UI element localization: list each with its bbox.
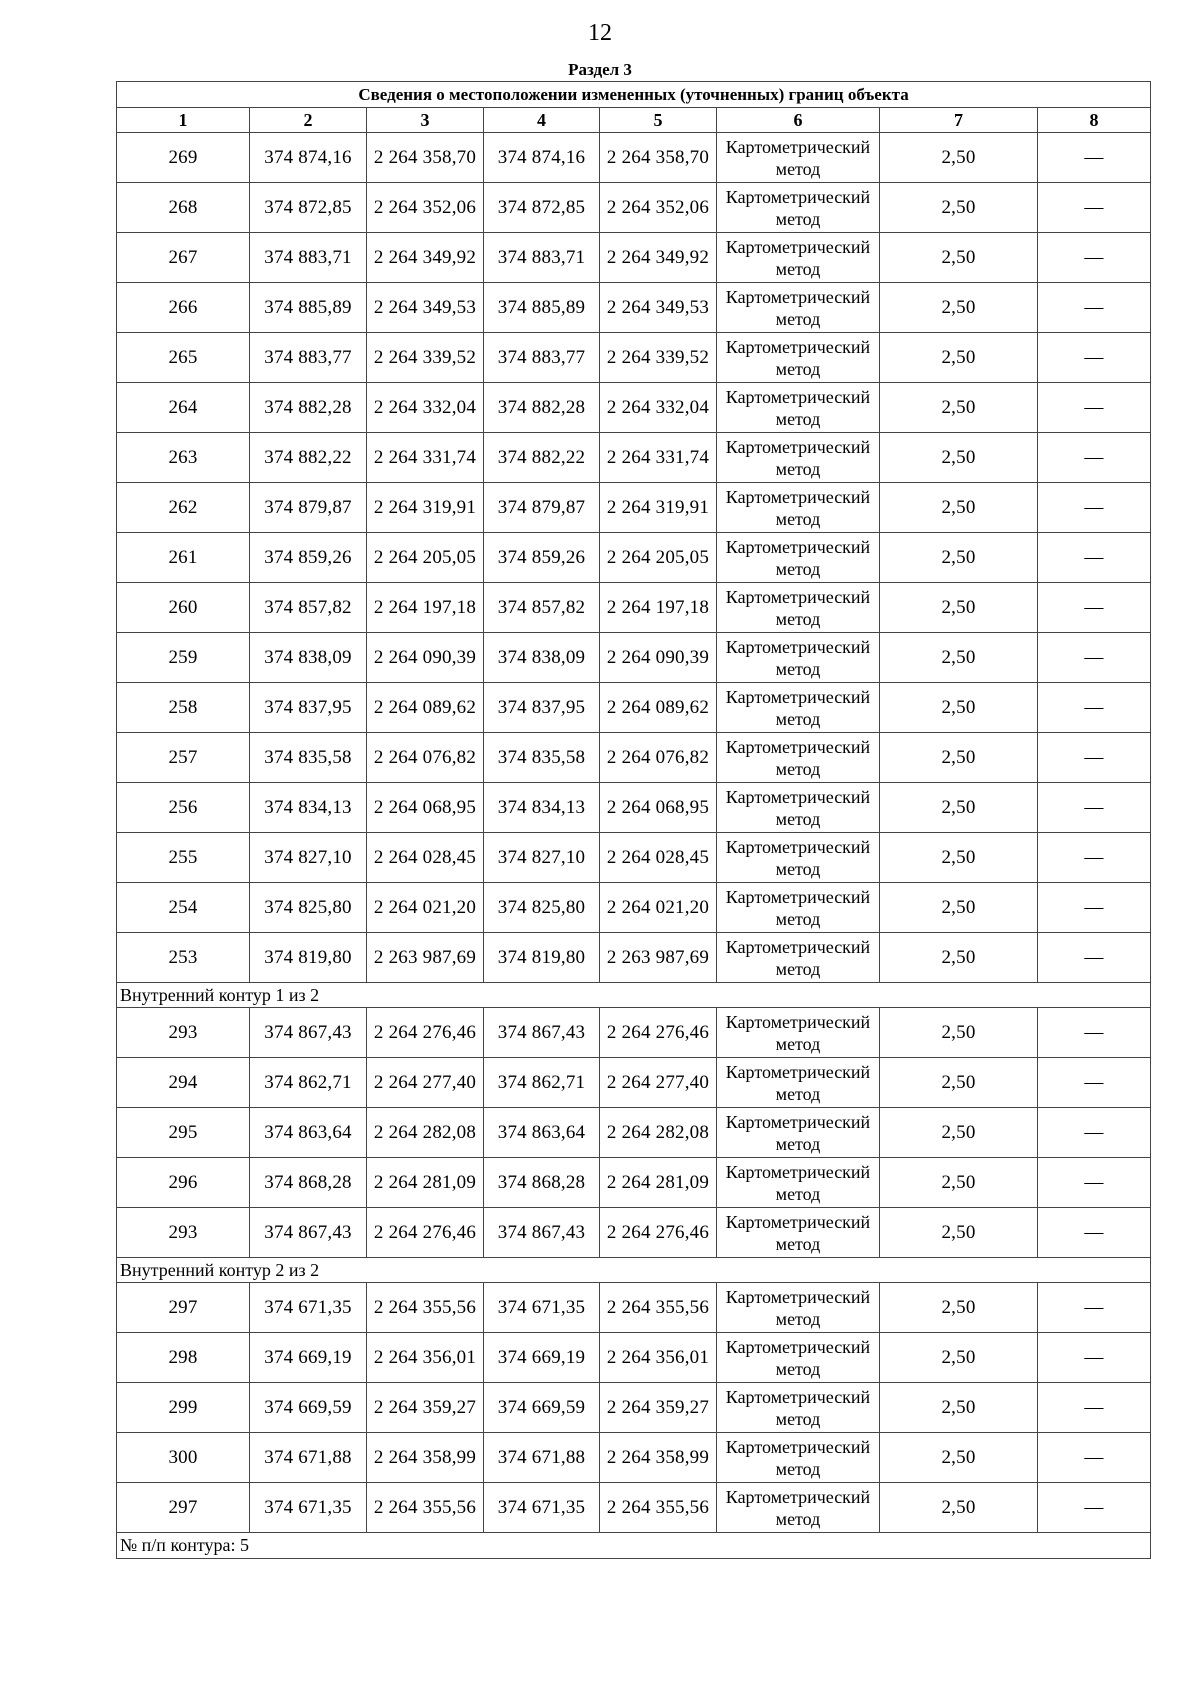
- table-cell: 374 872,85: [484, 183, 600, 233]
- table-cell: 374 862,71: [484, 1058, 600, 1108]
- column-header: 2: [250, 108, 367, 133]
- table-cell: 374 669,19: [250, 1333, 367, 1383]
- table-cell: 2,50: [880, 1433, 1038, 1483]
- table-cell: 293: [117, 1008, 250, 1058]
- table-cell: —: [1038, 533, 1151, 583]
- table-row: [117, 583, 1151, 633]
- table-cell: —: [1038, 783, 1151, 833]
- table-cell: 374 863,64: [250, 1108, 367, 1158]
- table-cell: —: [1038, 383, 1151, 433]
- table-cell: 374 882,28: [484, 383, 600, 433]
- table-row: [117, 1483, 1151, 1533]
- table-row: [117, 1433, 1151, 1483]
- table-cell: 374 882,28: [250, 383, 367, 433]
- table-row: [117, 383, 1151, 433]
- table-cell: Картометрический метод: [717, 1333, 880, 1383]
- table-caption-row: [117, 82, 1151, 108]
- table-cell: 2,50: [880, 1483, 1038, 1533]
- table-cell: 298: [117, 1333, 250, 1383]
- table-row: [117, 933, 1151, 983]
- table-cell: 2,50: [880, 233, 1038, 283]
- table-row: [117, 233, 1151, 283]
- table-cell: 374 867,43: [250, 1208, 367, 1258]
- table-cell: 265: [117, 333, 250, 383]
- table-cell: —: [1038, 283, 1151, 333]
- table-cell: 2 264 205,05: [600, 533, 717, 583]
- table-cell: 2 264 358,70: [367, 133, 484, 183]
- table-cell: 2 264 021,20: [600, 883, 717, 933]
- table-cell: 2 264 276,46: [600, 1208, 717, 1258]
- table-footer-row: [117, 1533, 1151, 1559]
- contour-count: № п/п контура: 5: [117, 1533, 1151, 1559]
- table-cell: 2 264 339,52: [367, 333, 484, 383]
- table-cell: 374 882,22: [484, 433, 600, 483]
- table-cell: Картометрический метод: [717, 533, 880, 583]
- contour-label-row: [117, 1258, 1151, 1283]
- table-cell: 257: [117, 733, 250, 783]
- table-cell: 2 264 282,08: [367, 1108, 484, 1158]
- table-cell: 2,50: [880, 533, 1038, 583]
- table-cell: 2,50: [880, 1208, 1038, 1258]
- table-row: [117, 1333, 1151, 1383]
- table-cell: 374 837,95: [250, 683, 367, 733]
- table-cell: 2,50: [880, 633, 1038, 683]
- table-row: [117, 183, 1151, 233]
- column-header: 8: [1038, 108, 1151, 133]
- table-cell: 374 879,87: [250, 483, 367, 533]
- table-cell: 293: [117, 1208, 250, 1258]
- table-cell: 374 669,59: [250, 1383, 367, 1433]
- column-header: 4: [484, 108, 600, 133]
- table-cell: 300: [117, 1433, 250, 1483]
- column-header: 5: [600, 108, 717, 133]
- table-cell: 374 827,10: [484, 833, 600, 883]
- table-cell: 374 859,26: [250, 533, 367, 583]
- table-cell: 2 263 987,69: [600, 933, 717, 983]
- section-title: Раздел 3: [568, 60, 632, 79]
- table-cell: 374 857,82: [484, 583, 600, 633]
- table-cell: 374 882,22: [250, 433, 367, 483]
- table-cell: —: [1038, 1383, 1151, 1433]
- table-cell: —: [1038, 133, 1151, 183]
- table-cell: 2,50: [880, 1058, 1038, 1108]
- table-cell: —: [1038, 1283, 1151, 1333]
- table-cell: 2 264 332,04: [600, 383, 717, 433]
- table-cell: 2,50: [880, 933, 1038, 983]
- table-cell: —: [1038, 333, 1151, 383]
- table-cell: 2 264 277,40: [600, 1058, 717, 1108]
- table-cell: 2,50: [880, 483, 1038, 533]
- table-row: [117, 133, 1151, 183]
- table-cell: 2 264 358,99: [600, 1433, 717, 1483]
- table-cell: 2 264 197,18: [600, 583, 717, 633]
- table-cell: Картометрический метод: [717, 383, 880, 433]
- table-cell: 266: [117, 283, 250, 333]
- table-cell: 297: [117, 1283, 250, 1333]
- table-row: [117, 533, 1151, 583]
- table-cell: —: [1038, 483, 1151, 533]
- table-cell: —: [1038, 883, 1151, 933]
- table-cell: —: [1038, 1158, 1151, 1208]
- table-cell: 2 264 359,27: [600, 1383, 717, 1433]
- table-cell: Картометрический метод: [717, 433, 880, 483]
- table-cell: 269: [117, 133, 250, 183]
- table-cell: 2 264 355,56: [367, 1283, 484, 1333]
- boundary-coordinates-table: [116, 81, 1151, 1559]
- table-row: [117, 683, 1151, 733]
- table-cell: 2,50: [880, 1008, 1038, 1058]
- column-header: 1: [117, 108, 250, 133]
- table-row: [117, 483, 1151, 533]
- table-cell: 374 834,13: [250, 783, 367, 833]
- table-cell: —: [1038, 1208, 1151, 1258]
- table-cell: 2 264 356,01: [600, 1333, 717, 1383]
- table-cell: 374 838,09: [250, 633, 367, 683]
- table-row: [117, 783, 1151, 833]
- table-cell: 2 264 068,95: [600, 783, 717, 833]
- table-cell: 374 819,80: [484, 933, 600, 983]
- table-cell: 297: [117, 1483, 250, 1533]
- table-cell: 260: [117, 583, 250, 633]
- table-cell: 255: [117, 833, 250, 883]
- table-row: [117, 1208, 1151, 1258]
- table-cell: 2 264 349,53: [600, 283, 717, 333]
- table-cell: 374 671,88: [250, 1433, 367, 1483]
- table-cell: 374 883,71: [250, 233, 367, 283]
- table-cell: Картометрический метод: [717, 933, 880, 983]
- table-cell: 374 825,80: [484, 883, 600, 933]
- table-cell: 267: [117, 233, 250, 283]
- table-cell: 2,50: [880, 383, 1038, 433]
- table-cell: 262: [117, 483, 250, 533]
- table-cell: —: [1038, 933, 1151, 983]
- table-cell: 2,50: [880, 1158, 1038, 1208]
- table-cell: 374 867,43: [250, 1008, 367, 1058]
- table-cell: Картометрический метод: [717, 333, 880, 383]
- table-cell: 2,50: [880, 583, 1038, 633]
- table-cell: 2 264 352,06: [600, 183, 717, 233]
- table-cell: 2 264 356,01: [367, 1333, 484, 1383]
- table-cell: 374 879,87: [484, 483, 600, 533]
- table-cell: 2 264 276,46: [600, 1008, 717, 1058]
- table-cell: Картометрический метод: [717, 633, 880, 683]
- table-cell: Картометрический метод: [717, 733, 880, 783]
- table-cell: 2,50: [880, 1333, 1038, 1383]
- table-cell: 374 857,82: [250, 583, 367, 633]
- table-cell: —: [1038, 183, 1151, 233]
- table-cell: 374 883,77: [484, 333, 600, 383]
- table-cell: 2,50: [880, 883, 1038, 933]
- table-cell: Картометрический метод: [717, 233, 880, 283]
- table-cell: 2 264 355,56: [600, 1483, 717, 1533]
- table-cell: 374 874,16: [250, 133, 367, 183]
- table-cell: 2 264 349,92: [600, 233, 717, 283]
- table-cell: 2 264 205,05: [367, 533, 484, 583]
- table-cell: 374 835,58: [484, 733, 600, 783]
- table-cell: 2 264 339,52: [600, 333, 717, 383]
- table-cell: 374 669,19: [484, 1333, 600, 1383]
- table-cell: 2 264 349,92: [367, 233, 484, 283]
- table-cell: 374 867,43: [484, 1208, 600, 1258]
- table-cell: Картометрический метод: [717, 1158, 880, 1208]
- table-cell: Картометрический метод: [717, 1433, 880, 1483]
- table-row: [117, 1108, 1151, 1158]
- table-cell: 374 671,35: [484, 1283, 600, 1333]
- table-cell: 374 867,43: [484, 1008, 600, 1058]
- column-header: 6: [717, 108, 880, 133]
- table-cell: 2 264 090,39: [367, 633, 484, 683]
- table-cell: 2 264 276,46: [367, 1208, 484, 1258]
- table-body: [117, 133, 1151, 1559]
- table-cell: Картометрический метод: [717, 583, 880, 633]
- table-cell: 2,50: [880, 1283, 1038, 1333]
- table-cell: 268: [117, 183, 250, 233]
- table-cell: 374 835,58: [250, 733, 367, 783]
- table-cell: 374 862,71: [250, 1058, 367, 1108]
- table-cell: 2 264 282,08: [600, 1108, 717, 1158]
- table-cell: 374 885,89: [250, 283, 367, 333]
- table-cell: 2 264 352,06: [367, 183, 484, 233]
- table-cell: Картометрический метод: [717, 1108, 880, 1158]
- table-cell: 2 264 281,09: [600, 1158, 717, 1208]
- table-cell: 2 264 358,70: [600, 133, 717, 183]
- table-row: [117, 733, 1151, 783]
- table-caption: Сведения о местоположении измененных (уточненных) границ объекта: [117, 82, 1151, 108]
- table-row: [117, 283, 1151, 333]
- table-cell: 296: [117, 1158, 250, 1208]
- table-cell: 2 263 987,69: [367, 933, 484, 983]
- table-row: [117, 1158, 1151, 1208]
- table-cell: 2,50: [880, 733, 1038, 783]
- table-cell: 2 264 355,56: [600, 1283, 717, 1333]
- table-row: [117, 1058, 1151, 1108]
- table-cell: 374 827,10: [250, 833, 367, 883]
- table-cell: Картометрический метод: [717, 283, 880, 333]
- table-cell: —: [1038, 233, 1151, 283]
- table-cell: —: [1038, 1008, 1151, 1058]
- table-cell: 2 264 319,91: [600, 483, 717, 533]
- table-cell: 374 819,80: [250, 933, 367, 983]
- table-cell: Картометрический метод: [717, 1058, 880, 1108]
- table-cell: 374 838,09: [484, 633, 600, 683]
- table-cell: 2 264 349,53: [367, 283, 484, 333]
- table-cell: 374 872,85: [250, 183, 367, 233]
- table-cell: 374 671,35: [484, 1483, 600, 1533]
- table-cell: 374 868,28: [250, 1158, 367, 1208]
- table-row: [117, 433, 1151, 483]
- table-cell: 2 264 358,99: [367, 1433, 484, 1483]
- table-cell: 374 883,71: [484, 233, 600, 283]
- table-cell: 253: [117, 933, 250, 983]
- table-cell: 2 264 021,20: [367, 883, 484, 933]
- table-cell: 374 868,28: [484, 1158, 600, 1208]
- table-cell: Картометрический метод: [717, 1383, 880, 1433]
- table-cell: 2 264 277,40: [367, 1058, 484, 1108]
- table-cell: 264: [117, 383, 250, 433]
- table-cell: Картометрический метод: [717, 133, 880, 183]
- table-cell: 2 264 028,45: [600, 833, 717, 883]
- table-cell: Картометрический метод: [717, 883, 880, 933]
- table-cell: —: [1038, 1483, 1151, 1533]
- table-cell: Картометрический метод: [717, 183, 880, 233]
- table-cell: 374 825,80: [250, 883, 367, 933]
- table-cell: 374 885,89: [484, 283, 600, 333]
- page-number: 12: [588, 20, 612, 46]
- table-cell: Картометрический метод: [717, 1008, 880, 1058]
- table-header-row: [117, 108, 1151, 133]
- table-cell: 2 264 281,09: [367, 1158, 484, 1208]
- contour-label: Внутренний контур 2 из 2: [117, 1258, 1151, 1283]
- table-cell: 294: [117, 1058, 250, 1108]
- table-cell: 2 264 331,74: [367, 433, 484, 483]
- table-cell: 374 874,16: [484, 133, 600, 183]
- table-cell: 2 264 089,62: [367, 683, 484, 733]
- table-cell: 374 671,35: [250, 1283, 367, 1333]
- table-cell: 2 264 332,04: [367, 383, 484, 433]
- table-cell: 374 863,64: [484, 1108, 600, 1158]
- table-cell: 2 264 028,45: [367, 833, 484, 883]
- table-cell: Картометрический метод: [717, 1483, 880, 1533]
- table-cell: 2 264 197,18: [367, 583, 484, 633]
- table-cell: 374 837,95: [484, 683, 600, 733]
- table-cell: 374 859,26: [484, 533, 600, 583]
- table-cell: Картометрический метод: [717, 1208, 880, 1258]
- table-cell: 261: [117, 533, 250, 583]
- table-cell: —: [1038, 1058, 1151, 1108]
- table-cell: 2,50: [880, 783, 1038, 833]
- table-cell: 374 883,77: [250, 333, 367, 383]
- table-row: [117, 1383, 1151, 1433]
- table-cell: 2 264 355,56: [367, 1483, 484, 1533]
- table-cell: 374 671,35: [250, 1483, 367, 1533]
- table-cell: 2 264 076,82: [600, 733, 717, 783]
- table-cell: Картометрический метод: [717, 483, 880, 533]
- table-cell: 2 264 076,82: [367, 733, 484, 783]
- table-cell: 2,50: [880, 183, 1038, 233]
- table-cell: 263: [117, 433, 250, 483]
- table-row: [117, 333, 1151, 383]
- table-cell: 254: [117, 883, 250, 933]
- table-cell: 2 264 090,39: [600, 633, 717, 683]
- table-cell: 2 264 276,46: [367, 1008, 484, 1058]
- table-cell: —: [1038, 633, 1151, 683]
- table-cell: 258: [117, 683, 250, 733]
- table-cell: 299: [117, 1383, 250, 1433]
- table-cell: Картометрический метод: [717, 783, 880, 833]
- table-cell: 2,50: [880, 133, 1038, 183]
- table-cell: Картометрический метод: [717, 1283, 880, 1333]
- table-cell: 2,50: [880, 833, 1038, 883]
- table-cell: 2 264 319,91: [367, 483, 484, 533]
- table-cell: —: [1038, 833, 1151, 883]
- table-cell: 2 264 331,74: [600, 433, 717, 483]
- table-row: [117, 633, 1151, 683]
- table-cell: Картометрический метод: [717, 833, 880, 883]
- table-cell: 374 671,88: [484, 1433, 600, 1483]
- table-cell: 295: [117, 1108, 250, 1158]
- table-cell: 374 669,59: [484, 1383, 600, 1433]
- table-cell: —: [1038, 433, 1151, 483]
- column-header: 7: [880, 108, 1038, 133]
- table-cell: 2,50: [880, 1108, 1038, 1158]
- table-cell: —: [1038, 1333, 1151, 1383]
- table-row: [117, 883, 1151, 933]
- table-row: [117, 1008, 1151, 1058]
- table-row: [117, 833, 1151, 883]
- table-cell: 2 264 089,62: [600, 683, 717, 733]
- table-cell: —: [1038, 683, 1151, 733]
- table-cell: 374 834,13: [484, 783, 600, 833]
- table-cell: —: [1038, 733, 1151, 783]
- table-cell: 2 264 068,95: [367, 783, 484, 833]
- table-cell: —: [1038, 583, 1151, 633]
- table-cell: —: [1038, 1433, 1151, 1483]
- table-cell: 2,50: [880, 433, 1038, 483]
- table-cell: 2,50: [880, 283, 1038, 333]
- contour-label: Внутренний контур 1 из 2: [117, 983, 1151, 1008]
- column-header: 3: [367, 108, 484, 133]
- table-cell: 2 264 359,27: [367, 1383, 484, 1433]
- table-cell: —: [1038, 1108, 1151, 1158]
- table-cell: 2,50: [880, 1383, 1038, 1433]
- table-cell: 256: [117, 783, 250, 833]
- contour-label-row: [117, 983, 1151, 1008]
- table-row: [117, 1283, 1151, 1333]
- table-cell: 259: [117, 633, 250, 683]
- table-cell: Картометрический метод: [717, 683, 880, 733]
- table-cell: 2,50: [880, 333, 1038, 383]
- table-cell: 2,50: [880, 683, 1038, 733]
